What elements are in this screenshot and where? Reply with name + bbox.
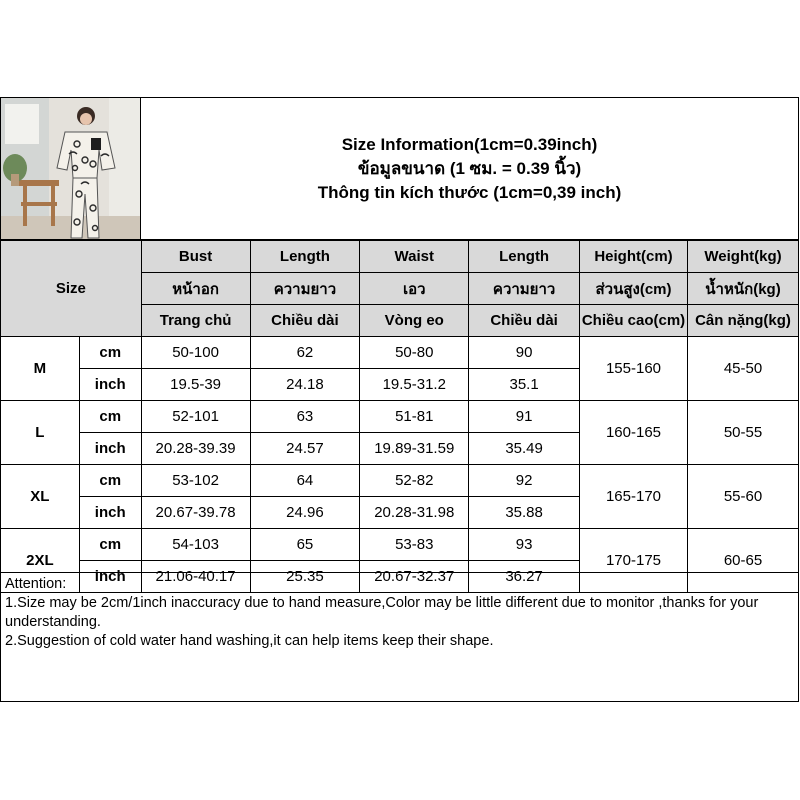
weight-value: 60-65	[688, 529, 799, 593]
pants-length-value: 93	[469, 529, 580, 561]
waist-value: 50-80	[360, 337, 469, 369]
unit-cm: cm	[79, 337, 141, 369]
size-cell: L	[1, 401, 80, 465]
bust-value: 20.28-39.39	[141, 433, 250, 465]
header-waist-thai: เอว	[360, 273, 469, 305]
size-info-title	[141, 97, 799, 240]
header-weight-thai: น้ำหนัก(kg)	[688, 273, 799, 305]
bust-value: 20.67-39.78	[141, 497, 250, 529]
note-washing: 2.Suggestion of cold water hand washing,it can help items keep their shape.	[5, 633, 494, 649]
note-measurement: 1.Size may be 2cm/1inch inaccuracy due to hand measure,Color may be little different due to monitor ,thanks for your understanding.	[5, 595, 759, 630]
length-value: 64	[250, 465, 360, 497]
length-value: 65	[250, 529, 360, 561]
waist-value: 19.5-31.2	[360, 369, 469, 401]
unit-inch: inch	[79, 497, 141, 529]
table-row	[1, 401, 799, 433]
header-height: Height(cm)	[580, 241, 688, 273]
height-value: 160-165	[580, 401, 688, 465]
header-height-thai: ส่วนสูง(cm)	[580, 273, 688, 305]
bust-value: 50-100	[141, 337, 250, 369]
waist-value: 20.28-31.98	[360, 497, 469, 529]
size-table	[0, 240, 799, 593]
header-length-thai: ความยาว	[250, 273, 360, 305]
table-row	[1, 337, 799, 369]
unit-cm: cm	[79, 465, 141, 497]
header-weight: Weight(kg)	[688, 241, 799, 273]
attention-notes	[0, 572, 799, 702]
size-cell: 2XL	[1, 529, 80, 593]
bust-value: 52-101	[141, 401, 250, 433]
header-waist: Waist	[360, 241, 469, 273]
title-thai: ข้อมูลขนาด (1 ซม. = 0.39 นิ้ว)	[357, 158, 582, 178]
pants-length-value: 35.1	[469, 369, 580, 401]
bust-value: 54-103	[141, 529, 250, 561]
height-value: 155-160	[580, 337, 688, 401]
weight-value: 55-60	[688, 465, 799, 529]
unit-inch: inch	[79, 561, 141, 593]
length-value: 25.35	[250, 561, 360, 593]
length-value: 24.57	[250, 433, 360, 465]
bust-value: 19.5-39	[141, 369, 250, 401]
pants-length-value: 92	[469, 465, 580, 497]
unit-cm: cm	[79, 401, 141, 433]
header-pants-length-vi: Chiều dài	[469, 305, 580, 337]
header-length-vi: Chiều dài	[250, 305, 360, 337]
weight-value: 45-50	[688, 337, 799, 401]
size-header: Size	[1, 241, 142, 337]
header-bust-vi: Trang chủ	[141, 305, 250, 337]
pants-length-value: 35.88	[469, 497, 580, 529]
header-height-vi: Chiều cao(cm)	[580, 305, 688, 337]
size-chart	[0, 97, 799, 702]
height-value: 165-170	[580, 465, 688, 529]
product-photo	[0, 97, 141, 240]
header-pants-length-thai: ความยาว	[469, 273, 580, 305]
pants-length-value: 90	[469, 337, 580, 369]
length-value: 24.18	[250, 369, 360, 401]
header-pants-length: Length	[469, 241, 580, 273]
bust-value: 21.06-40.17	[141, 561, 250, 593]
unit-cm: cm	[79, 529, 141, 561]
weight-value: 50-55	[688, 401, 799, 465]
table-row	[1, 529, 799, 561]
attention-heading: Attention:	[5, 576, 67, 592]
waist-value: 51-81	[360, 401, 469, 433]
bust-value: 53-102	[141, 465, 250, 497]
header-length: Length	[250, 241, 360, 273]
pants-length-value: 36.27	[469, 561, 580, 593]
header-bust-thai: หน้าอก	[141, 273, 250, 305]
waist-value: 20.67-32.37	[360, 561, 469, 593]
waist-value: 53-83	[360, 529, 469, 561]
waist-value: 19.89-31.59	[360, 433, 469, 465]
title-vietnamese: Thông tin kích thước (1cm=0,39 inch)	[317, 182, 622, 202]
unit-inch: inch	[79, 369, 141, 401]
length-value: 62	[250, 337, 360, 369]
size-cell: XL	[1, 465, 80, 529]
length-value: 63	[250, 401, 360, 433]
header-bust: Bust	[141, 241, 250, 273]
header-weight-vi: Cân nặng(kg)	[688, 305, 799, 337]
model-pajama-image	[1, 98, 141, 240]
pants-length-value: 91	[469, 401, 580, 433]
header-waist-vi: Vòng eo	[360, 305, 469, 337]
table-row	[1, 465, 799, 497]
length-value: 24.96	[250, 497, 360, 529]
pants-length-value: 35.49	[469, 433, 580, 465]
waist-value: 52-82	[360, 465, 469, 497]
title-english: Size Information(1cm=0.39inch)	[341, 134, 598, 154]
unit-inch: inch	[79, 433, 141, 465]
size-cell: M	[1, 337, 80, 401]
height-value: 170-175	[580, 529, 688, 593]
